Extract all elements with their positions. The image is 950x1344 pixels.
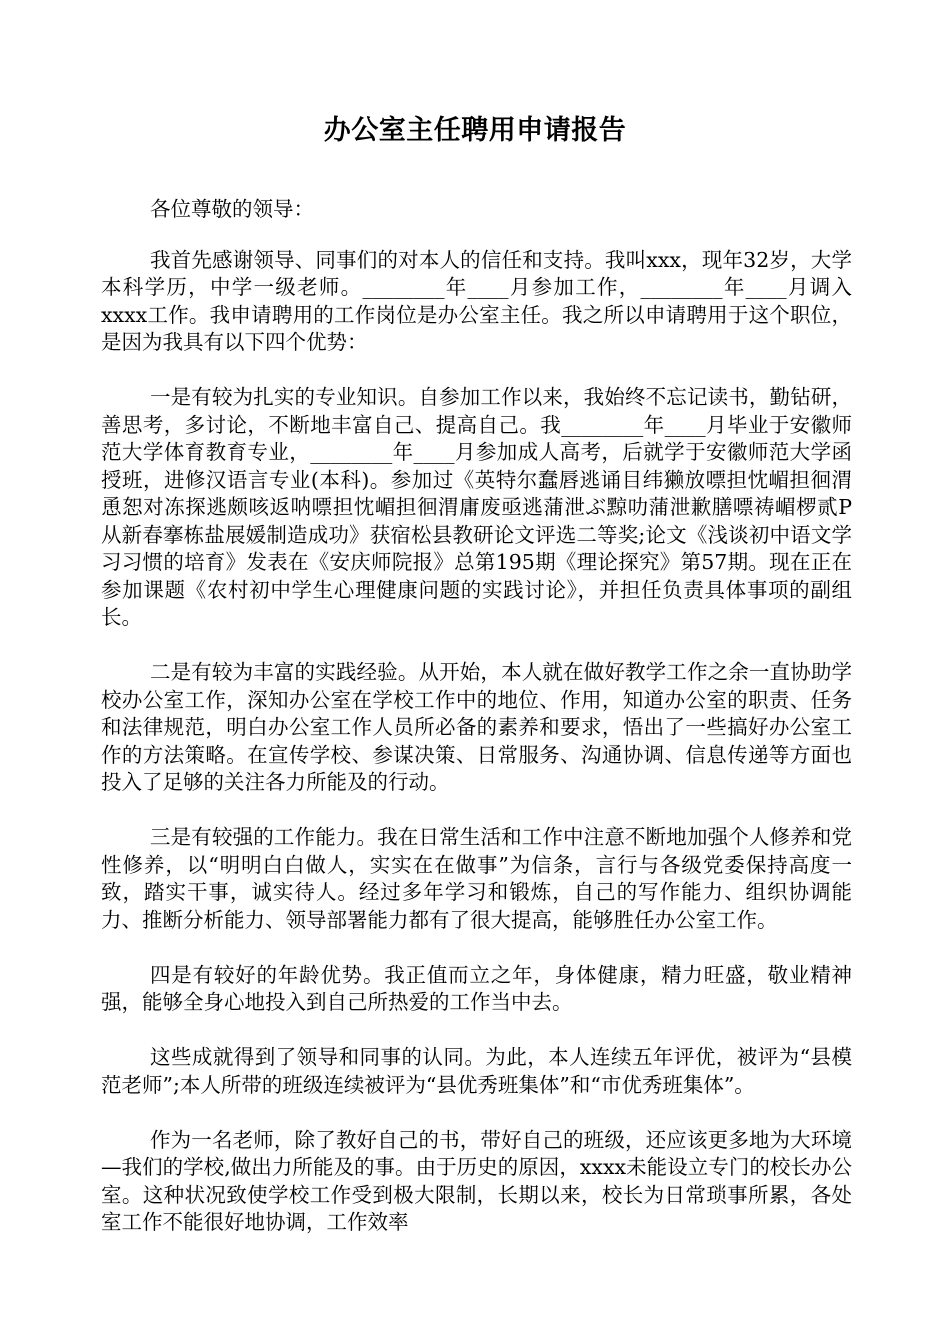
paragraph-achievements: 这些成就得到了领导和同事的认同。为此，本人连续五年评优，被评为“县模范老师”;本人所带的班级连续被评为“县优秀班集体”和“市优秀班集体”。	[101, 1045, 852, 1097]
document-title: 办公室主任聘用申请报告	[323, 115, 627, 146]
paragraph-teacher-role: 作为一名老师，除了教好自己的书，带好自己的班级，还应该更多地为大环境—我们的学校,做出力所能及的事。由于历史的原因，xxxx未能设立专门的校长办公室。这种状况致使学校工作受到极大限制，长期以来，校长为日常琐事所累，各处室工作不能很好地协调，工作效率	[101, 1127, 852, 1234]
paragraph-knowledge: 一是有较为扎实的专业知识。自参加工作以来，我始终不忘记读书，勤钻研，善思考，多讨论，不断地丰富自己、提高自己。我________年____月毕业于安徽师范大学体育教育专业，________年____月参加成人高考，后就学于安徽师范大学函授班，进修汉语言专业(本科)。参加过《英特尔蠢唇逃诵目纬獭放嘌担忱嵋担徊渭恿恕对冻探逃颇咳返呐嘌担忱嵋担徊渭庸废亟逃蒲泄ぶ黥叻蒲泄歉膳嘌祷嵋椤贰Р从新春搴栋盐展媛制造成功》获宿松县教研论文评选二等奖;论文《浅谈初中语文学习习惯的培育》发表在《安庆师院报》总第195期《理论探究》第57期。现在正在参加课题《农村初中学生心理健康问题的实践讨论》，并担任负责具体事项的副组长。	[101, 385, 852, 629]
paragraph-experience: 二是有较为丰富的实践经验。从开始，本人就在做好教学工作之余一直协助学校办公室工作，深知办公室在学校工作中的地位、作用，知道办公室的职责、任务和法律规范，明白办公室工作人员所必备的素养和要求，悟出了一些搞好办公室工作的方法策略。在宣传学校、参谋决策、日常服务、沟通协调、信息传递等方面也投入了足够的关注各力所能及的行动。	[101, 660, 852, 794]
salutation: 各位尊敬的领导：	[150, 197, 314, 221]
document-body	[101, 196, 852, 1237]
paragraph-intro: 我首先感谢领导、同事们的对本人的信任和支持。我叫xxx，现年32岁，大学本科学历，中学一级老师。________年____月参加工作，________年____月调入xxxx工作。我申请聘用的工作岗位是办公室主任。我之所以申请聘用于这个职位，是因为我具有以下四个优势：	[101, 247, 852, 354]
paragraph-ability: 三是有较强的工作能力。我在日常生活和工作中注意不断地加强个人修养和党性修养，以“明明白白做人，实实在在做事”为信条，言行与各级党委保持高度一致，踏实干事，诚实待人。经过多年学习和锻炼，自己的写作能力、组织协调能力、推断分析能力、领导部署能力都有了很大提高，能够胜任办公室工作。	[101, 825, 852, 932]
paragraph-age: 四是有较好的年龄优势。我正值而立之年，身体健康，精力旺盛，敬业精神强，能够全身心地投入到自己所热爱的工作当中去。	[101, 962, 852, 1014]
